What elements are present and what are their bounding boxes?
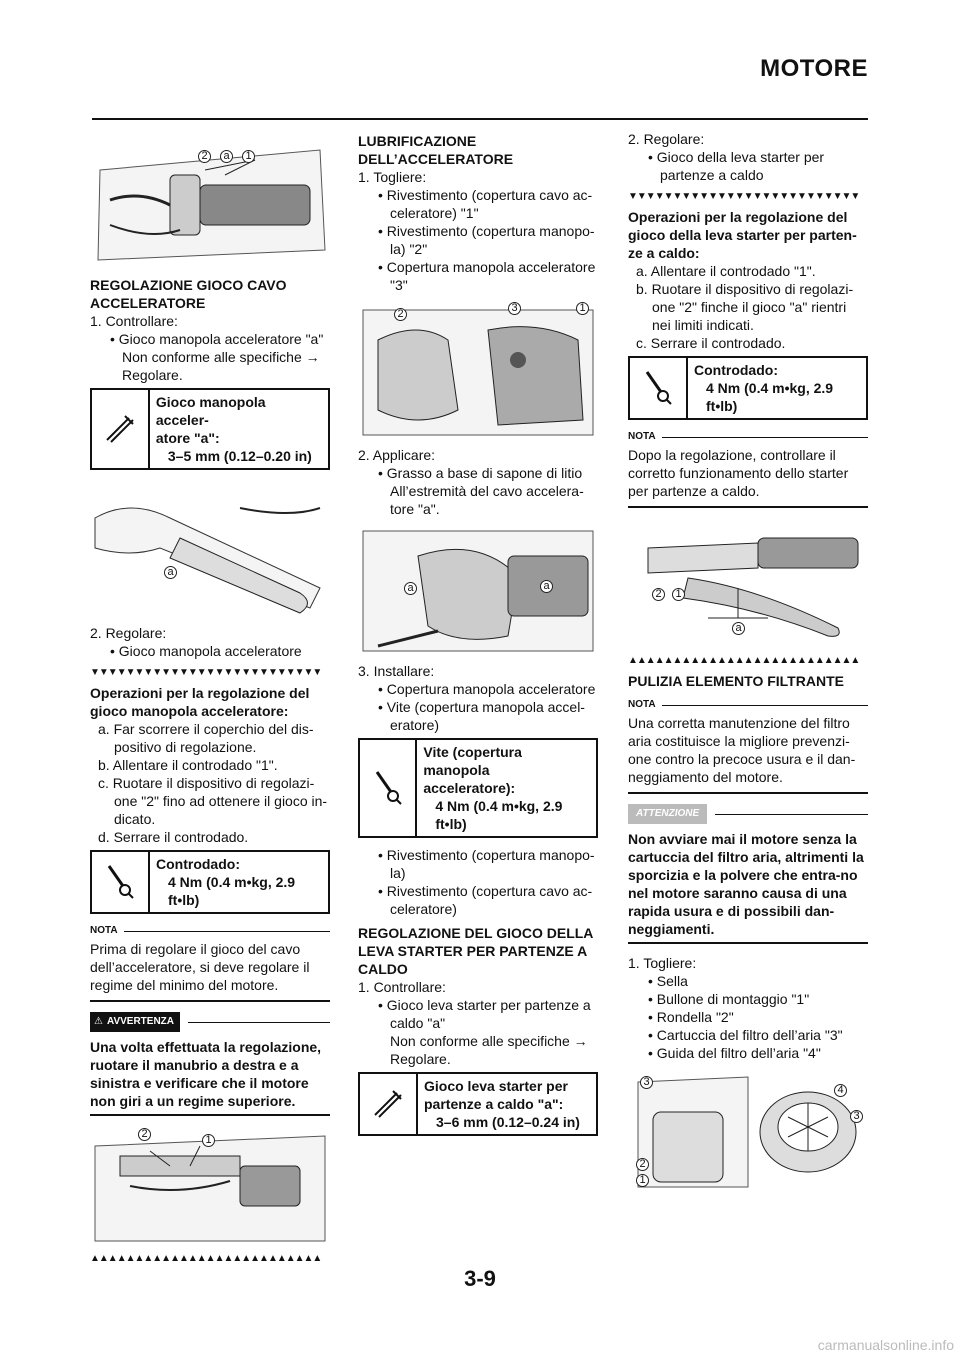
- spec-label: Gioco manopola acceler-: [155, 394, 266, 428]
- column-2: [358, 130, 598, 1144]
- caution-header: ATTENZIONE: [628, 804, 868, 824]
- throttle-grip-figure: [90, 130, 330, 270]
- bullet-cont: Regolare.: [122, 367, 183, 383]
- column-3: [628, 130, 868, 1198]
- spec-box-screw: [358, 738, 598, 838]
- note-text: Prima di regolare il gioco del cavo dell’acceleratore, si deve regolare il regime del minimo del motore.: [90, 941, 310, 993]
- callout-2: 2: [394, 308, 407, 321]
- bullet: • Copertura manopola acceleratore "3": [378, 259, 596, 293]
- callout-a: a: [164, 566, 177, 579]
- procedure-end-marker: ▲▲▲▲▲▲▲▲▲▲▲▲▲▲▲▲▲▲▲▲▲▲▲▲▲▲: [90, 1253, 322, 1264]
- callout-a: a: [540, 580, 553, 593]
- step-2: 2. Applicare:: [358, 447, 436, 463]
- air-filter-figure: [628, 1072, 868, 1192]
- step-1: 1. Togliere:: [358, 169, 427, 185]
- divider: [90, 1000, 330, 1002]
- callout-a: a: [404, 582, 417, 595]
- procedure-end-marker: ▲▲▲▲▲▲▲▲▲▲▲▲▲▲▲▲▲▲▲▲▲▲▲▲▲▲: [628, 655, 860, 666]
- page-number: 3-9: [464, 1266, 496, 1291]
- torque-wrench-icon: [630, 358, 688, 418]
- column-1: [90, 130, 330, 1270]
- spec-label: Controdado:: [694, 362, 778, 378]
- spec-value: 3–6 mm (0.12–0.24 in): [436, 1114, 580, 1130]
- bullet: • Rivestimento (copertura cavo ac-celeratore): [378, 883, 593, 917]
- spec-box-starter-play: [358, 1072, 598, 1136]
- step-1: 1. Controllare:: [358, 979, 446, 995]
- callout-2: 2: [652, 588, 665, 601]
- callout-2: 2: [636, 1158, 649, 1171]
- procedure-step-b: b. Allentare il controdado "1".: [98, 757, 278, 773]
- note-text: Dopo la regolazione, controllare il corretto funzionamento dello starter per partenze a caldo.: [628, 447, 849, 499]
- bullet: • Sella: [648, 973, 688, 989]
- procedure-step-a: a. Allentare il controdado "1".: [636, 263, 816, 279]
- spec-label: atore "a":: [155, 430, 220, 446]
- step-2: 2. Regolare:: [90, 625, 167, 641]
- watermark: carmanualsonline.info: [817, 1337, 954, 1353]
- spec-box-locknut: [90, 850, 330, 914]
- callout-a: a: [220, 150, 233, 163]
- spec-value: 4 Nm (0.4 m•kg, 2.9: [168, 874, 296, 890]
- bullet-cont: All’estremità del cavo accelera-tore "a".: [390, 483, 584, 517]
- spec-label: Controdado:: [156, 856, 240, 872]
- bullet: • Vite (copertura manopola accel-eratore): [378, 699, 585, 733]
- section-title-lubrication: LUBRIFICAZIONE DELL’ACCELERATORE: [358, 133, 514, 167]
- bullet: • Bullone di montaggio "1": [648, 991, 810, 1007]
- note-header: NOTA: [628, 696, 868, 714]
- bullet-cont: Non conforme alle specifiche →: [122, 349, 320, 365]
- header-rule: [92, 118, 868, 120]
- procedure-start-marker: ▼▼▼▼▼▼▼▼▼▼▼▼▼▼▼▼▼▼▼▼▼▼▼▼▼▼: [628, 191, 860, 202]
- warning-header: ⚠ AVVERTENZA: [90, 1012, 330, 1032]
- warning-text: Una volta effettuata la regolazione, ruotare il manubrio a destra e a sinistra e verificare che il motore non giri a un regime superiore.: [90, 1039, 322, 1109]
- spec-value: 3–5 mm (0.12–0.20 in): [167, 448, 312, 464]
- callout-a: a: [732, 622, 745, 635]
- step-3: 3. Installare:: [358, 663, 435, 679]
- spec-value: ft•lb): [706, 398, 738, 414]
- callout-1: 1: [202, 1134, 215, 1147]
- spec-value: ft•lb): [168, 892, 200, 908]
- note-header: NOTA: [628, 428, 868, 446]
- spec-value: 4 Nm (0.4 m•kg, 2.9: [706, 380, 834, 396]
- divider: [90, 1114, 330, 1116]
- bullet: • Gioco manopola acceleratore "a": [110, 331, 324, 347]
- bullet: • Gioco della leva starter per partenze a caldo: [648, 149, 825, 183]
- torque-wrench-icon: [92, 852, 150, 912]
- section-title-air-filter: PULIZIA ELEMENTO FILTRANTE: [628, 673, 844, 689]
- covers-figure: [358, 300, 598, 440]
- spec-box-locknut: [628, 356, 868, 420]
- divider: [628, 792, 868, 794]
- note-header: NOTA: [90, 922, 330, 940]
- spec-label: partenze a caldo "a":: [424, 1096, 564, 1112]
- bullet-cont: Regolare.: [390, 1051, 451, 1067]
- step-1: 1. Controllare:: [90, 313, 178, 329]
- procedure-step-d: d. Serrare il controdado.: [98, 829, 249, 845]
- spec-box-throttle-play: [90, 388, 330, 470]
- procedure-start-marker: ▼▼▼▼▼▼▼▼▼▼▼▼▼▼▼▼▼▼▼▼▼▼▼▼▼▼: [90, 667, 322, 678]
- procedure-title: Operazioni per la regolazione del gioco manopola acceleratore:: [90, 685, 310, 719]
- callout-1: 1: [242, 150, 255, 163]
- bullet: • Rivestimento (copertura manopo-la): [378, 847, 595, 881]
- spec-label: Gioco leva starter per: [424, 1078, 568, 1094]
- divider: [628, 942, 868, 944]
- callout-2: 2: [138, 1128, 151, 1141]
- callout-1: 1: [576, 302, 589, 315]
- step-1: 1. Togliere:: [628, 955, 697, 971]
- spec-value: ft•lb): [435, 816, 467, 832]
- callout-1: 1: [636, 1174, 649, 1187]
- callout-1: 1: [672, 588, 685, 601]
- callout-2: 2: [198, 150, 211, 163]
- callout-4: 4: [834, 1084, 847, 1097]
- spec-value: 4 Nm (0.4 m•kg, 2.9: [435, 798, 563, 814]
- divider: [628, 506, 868, 508]
- bullet: • Rivestimento (copertura cavo ac-celeratore) "1": [378, 187, 593, 221]
- bullet: • Gioco manopola acceleratore: [110, 643, 302, 659]
- throttle-play-figure: [90, 478, 330, 618]
- bullet: • Rivestimento (copertura manopo-la) "2": [378, 223, 595, 257]
- handlebar-figure: [90, 1126, 330, 1246]
- procedure-step-c: c. Ruotare il dispositivo di regolazi-one "2" fino ad ottenere il gioco in-dicato.: [98, 775, 328, 827]
- section-title-hot-starter: REGOLAZIONE DEL GIOCO DELLA LEVA STARTER PER PARTENZE A CALDO: [358, 925, 593, 977]
- bullet: • Guida del filtro dell’aria "4": [648, 1045, 821, 1061]
- cable-end-figure: [358, 526, 598, 656]
- feeler-gauge-icon: [360, 1074, 418, 1134]
- page-header-title: MOTORE: [760, 55, 868, 82]
- callout-3: 3: [508, 302, 521, 315]
- section-title-throttle-cable: REGOLAZIONE GIOCO CAVO ACCELERATORE: [90, 277, 287, 311]
- bullet: • Gioco leva starter per partenze a caldo "a": [378, 997, 591, 1031]
- spec-label: Vite (copertura manopola: [423, 744, 522, 778]
- bullet: • Rondella "2": [648, 1009, 734, 1025]
- procedure-title: Operazioni per la regolazione del gioco della leva starter per parten-ze a caldo:: [628, 209, 857, 261]
- bullet: • Copertura manopola acceleratore: [378, 681, 596, 697]
- note-text: Una corretta manutenzione del filtro aria costituisce la migliore prevenzi-one contro la precoce usura e il dan-neggiamento del motore.: [628, 715, 856, 785]
- feeler-gauge-icon: [92, 390, 150, 468]
- starter-lever-figure: [628, 518, 868, 648]
- bullet: • Grasso a base di sapone di litio: [378, 465, 583, 481]
- procedure-step-a: a. Far scorrere il coperchio del dis-positivo di regolazione.: [98, 721, 314, 755]
- callout-3: 3: [850, 1110, 863, 1123]
- spec-label: acceleratore):: [423, 780, 516, 796]
- torque-wrench-icon: [360, 740, 417, 836]
- bullet: • Cartuccia del filtro dell’aria "3": [648, 1027, 843, 1043]
- caution-text: Non avviare mai il motore senza la cartuccia del filtro aria, altrimenti la sporcizia e la polvere che entra-no nel motore saranno causa di una rapida usura e di possibili dan-neggiamenti.: [628, 831, 864, 937]
- bullet-cont: Non conforme alle specifiche →: [390, 1033, 588, 1049]
- procedure-step-b: b. Ruotare il dispositivo di regolazi-one "2" finche il gioco "a" rientri nei limiti indicati.: [636, 281, 854, 333]
- callout-3: 3: [640, 1076, 653, 1089]
- procedure-step-c: c. Serrare il controdado.: [636, 335, 786, 351]
- warning-icon: ⚠: [94, 1016, 103, 1027]
- step-2: 2. Regolare:: [628, 131, 705, 147]
